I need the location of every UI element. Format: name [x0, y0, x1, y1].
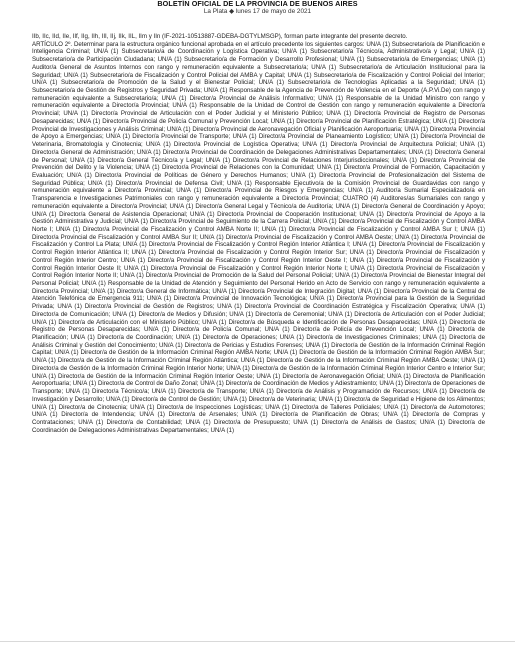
page-header: [0, 0, 515, 30]
intro-paragraph: IIb, IIc, IId, IIe, IIf, IIg, IIh, III, IIj, IIk, IIL, IIm y IIn (IF-2021-10513887-GDEBA-DGTYLMSGP), forman parte integrante del presente decreto.: [32, 33, 408, 40]
article-2-paragraph: ARTÍCULO 2º. Determinar para la estructura orgánico funcional aprobada en el artículo precedente los siguientes cargos: UN/A (1) Subsecretario/a de Planificación e Inteligencia Criminal; UN/A (1) Subsecretario/a de Coordinación y Logística Operativa; UN/A (1) Subsecretario/a Técnico/a, Administrativo/a y Legal; UN/A (1) Subsecretario/a de Participación Ciudadana; UN/A (1) Subsecretario/a de Formación y Desarrollo Profesional; UN/A (1) Subsecretario/a de Emergencias; UN/A (1) Auditor/a General de Asuntos Internos con rango y remuneración equivalente a Subsecretario/a; UN/A (1) Subsecretario/a de Articulación Institucional para la Seguridad; UN/A (1) Subsecretario/a de Fiscalización y Control Policial del AMBA y Capital; UN/A (1) Subsecretario/a de Fiscalización y Control Policial del Interior; UN/A (1) Subsecretario/a de Promoción de la Salud y el Bienestar Policial; UN/A (1) Subsecretario/a de Tecnologías Aplicadas a la Seguridad; UN/A (1) Subsecretario/a de Gestión de Registros y Seguridad Privada; UN/A (1) Responsable de la Agencia de Prevención de Violencia en el Deporte (A.P.Vi.De) con rango y remuneración equivalente a Subsecretario/a; UN/A (1) Director/a Provincial de Análisis Informativo; UN/A (1) Responsable de la Unidad Ministro con rango y remuneración equivalente a Director/a Provincial; UN/A (1) Responsable de la Unidad de Control de Gestión con rango y remuneración equivalente a Director/a Provincial; UN/A (1) Director/a Provincial de Articulación con el Poder Judicial y el Ministerio Público; UN/A (1) Director/a Provincial de Registro de Personas Desaparecidas; UN/A (1) Director/a Provincial de Policía Comunal y Prevención Local; UN/A (1) Director/a Provincial de Planificación Estratégica; UN/A (1) Director/a Provincial de Investigaciones y Análisis Criminal; UN/A (1) Director/a Provincial de Aeronavegación Oficial y Planificación Aeroportuaria; UN/A (1) Director/a Provincial de Apoyo a Emergencias; UN/A (1) Director/a Provincial de Transporte; UN/A (1) Director/a Provincial de Planeamiento Logístico; UN/A (1) Director/a Provincial de Veterinaria, Bromatología y Cinotecnia; UN/A (1) Director/a Provincial de Logística Operativa; UN/A (1) Director/a Provincial de Arquitectura Policial; UN/A (1) Director/a General de Administración; UN/A (1) Director/a Provincial de Coordinación de Delegaciones Administrativas Departamentales; UN/A (1) Director/a General de Personal; UN/A (1) Director/a General Técnico/a y Legal; UN/A (1) Director/a Provincial de Relaciones Interjurisdiccionales; UN/A (1) Director/a Provincial de Prevención del Delito y la Violencia; UN/A (1) Director/a Provincial de Relaciones con la Comunidad; UN/A (1) Director/a Provincial de Formación, Capacitación y Evaluación; UN/A (1) Director/a Provincial de Políticas de Género y Derechos Humanos; UN/A (1) Director/a Provincial de Profesionalización del Sistema de Seguridad Pública; UN/A (1) Director/a Provincial de Defensa Civil; UN/A (1) Responsable Ejecutivo/a de la Comisión Provincial de Guardavidas con rango y remuneración equivalente a Director/a Provincial; UN/A (1) Director/a Provincial de Riesgos y Emergencias; UN/A (1) Auditor/a Sumarial Especializado/a en Transparencia e Investigaciones Patrimoniales con rango y remuneración equivalente a Director/a Provincial; CUATRO (4) Auditores/as Sumariales con rango y remuneración equivalente a Director/a Provincial; UN/A (1) Director/a General Legal y Técnico/a de Auditoría; UN/A (1) Director/a General de Coordinación y Apoyo; UN/A (1) Director/a General de Asistencia Operacional; UN/A (1) Director/a Provincial de Cooperación Institucional; UN/A (1) Director/a Provincial de Apoyo a la Gestión Administrativa y Judicial; UN/A (1) Director/a Provincial de Seguimiento de la Carrera Policial; UN/A (1) Director/a Provincial de Fiscalización y Control AMBA Norte I; UN/A (1) Director/a Provincial de Fiscalización y Control AMBA Norte II; UN/A (1) Director/a Provincial de Fiscalización y Control AMBA Sur I; UN/A (1) Director/a Provincial de Fiscalización y Control AMBA Sur II; UN/A (1) Director/a Provincial de Fiscalización y Control AMBA Oeste; UN/A (1) Director/a Provincial de Fiscalización y Control La Plata; UN/A (1) Director/a Provincial de Fiscalización y Control Región Interior Atlántica I; UN/A (1) Director/a Provincial de Fiscalización y Control Región Interior Atlántica II; UN/A (1) Director/a Provincial de Fiscalización y Control Región Interior Sur; UN/A (1) Director/a Provincial de Fiscalización y Control Región Interior Centro; UN/A (1) Director/a Provincial de Fiscalización y Control Región Interior Oeste I; UN/A (1) Director/a Provincial de Fiscalización y Control Región Interior Oeste II; UN/A (1) Director/a Provincial de Fiscalización y Control Región Interior Norte I; UN/A (1) Director/a Provincial de Fiscalización y Control Región Interior Norte II; UN/A (1) Director/a Provincial de Promoción de la Salud del Personal Policial; UN/A (1) Director/a Provincial de Bienestar Integral del Personal Policial; UN/A (1) Responsable de la Unidad de Atención y Seguimiento del Personal Herido en Acto de Servicio con rango y remuneración equivalente a Director/a Provincial; UN/A (1) Director/a General de Informática; UN/A (1) Director/a Provincial de Integración Digital; UN/A (1) Director/a Provincial de la Central de Atención Telefónica de Emergencia 911; UN/A (1) Director/a Provincial de Innovación Tecnológica; UN/A (1) Director/a Provincial para la Gestión de la Seguridad Privada; UN/A (1) Director/a Provincial de Gestión de Registros; UN/A (1) Director/a Provincial de Coordinación Estratégica y Fiscalización Operativa; UN/A (1) Director/a de Comunicación; UN/A (1) Director/a de Medios y Difusión; UN/A (1) Director/a de Ceremonial; UN/A (1) Director/a de Articulación con el Poder Judicial; UN/A (1) Director/a de Articulación con el Ministerio Público; UN/A (1) Director/a de Búsqueda e Identificación de Personas Desaparecidas; UN/A (1) Director/a de Registro de Personas Desaparecidas; UN/A (1) Director/a de Policía Comunal; UN/A (1) Director/a de Policía de Prevención Local; UN/A (1) Director/a de Planificación; UN/A (1) Director/a de Coordinación; UN/A (1) Director/a de Operaciones; UN/A (1) Director/a de Investigaciones Criminales; UN/A (1) Director/a de Análisis Criminal y Gestión del Conocimiento; UN/A (1) Director/a de Pericias y Estudios Forenses; UN/A (1) Director/a de Gestión de la Información Criminal Región Capital; UN/A (1) Director/a de Gestión de la Información Criminal Región AMBA Norte; UN/A (1) Director/a de Gestión de la Información Criminal Región AMBA Sur; UN/A (1) Director/a de Gestión de la Información Criminal Región Atlántica; UN/A (1) Director/a de Gestión de la Información Criminal Región AMBA Oeste; UN/A (1) Director/a de Gestión de la Información Criminal Región Interior Norte; UN/A (1) Director/a de Gestión de la Información Criminal Región Interior Centro e Interior Sur; UN/A (1) Director/a de Gestión de la Información Criminal Región Interior Oeste; UN/A (1) Director/a de Aeronavegación Oficial; UN/A (1) Director/a de Planificación Aeroportuaria; UN/A (1) Director/a de Control de Daño Zonal; UN/A (1) Director/a de Coordinación de Medios y Adiestramiento; UN/A (1) Director/a de Operaciones de Transporte; UN/A (1) Director/a Técnico/a; UN/A (1) Director/a de Transporte; UN/A (1) Director/a de Análisis y Programación de Recursos; UN/A (1) Director/a de Investigación y Desarrollo; UN/A (1) Director/a de Control de Gestión; UN/A (1) Director/a de Veterinaria; UN/A (1) Director/a de Seguridad e Higiene de los Alimentos; UN/A (1) Director/a de Cinotecnia; UN/A (1) Director/a de Inspecciones Logísticas; UN/A (1) Director/a de Talleres Policiales; UN/A (1) Director/a de Automotores; UN/A (1) Director/a de Intendencia; UN/A (1) Director/a de Arsenales; UN/A (1) Director/a de Planificación de Obras; UN/A (1) Director/a de Compras y Contrataciones; UN/A (1) Director/a de Contabilidad; UN/A (1) Director/a de Presupuesto; UN/A (1) Director/a de Análisis de Gastos; UN/A (1) Director/a de Coordinación de Delegaciones Administrativas Departamentales; UN/A (1): [32, 40, 485, 434]
page-bottom-divider: [0, 641, 515, 642]
bulletin-date-line: La Plata ◆ lunes 17 de mayo de 2021: [203, 8, 312, 15]
bulletin-title: BOLETÍN OFICIAL DE LA PROVINCIA DE BUENOS AIRES: [157, 0, 358, 8]
document-body: [32, 33, 485, 434]
